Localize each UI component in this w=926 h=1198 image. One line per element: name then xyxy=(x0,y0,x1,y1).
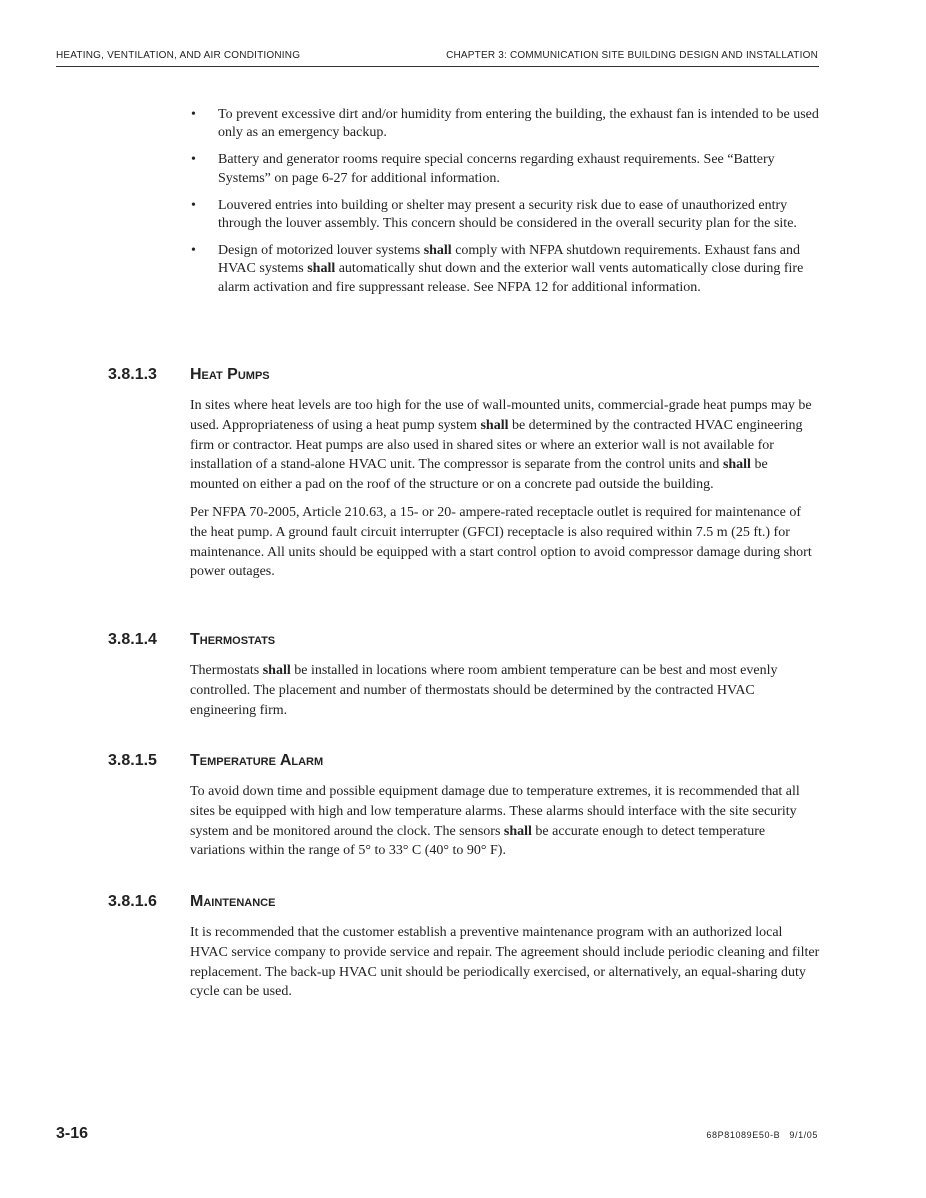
list-item xyxy=(191,242,821,297)
section-heading xyxy=(108,366,823,388)
section-temperature-alarm xyxy=(108,752,823,859)
bullet-text: Louvered entries into building or shelter may present a security risk due to ease of unauthorized entry through the louver assembly. This concern should be considered in the overall security plan for the site. xyxy=(218,197,797,232)
section-heading xyxy=(108,752,823,774)
section-number: 3.8.1.3 xyxy=(108,366,157,383)
section-heading xyxy=(108,893,823,915)
section-title: Maintenance xyxy=(190,893,276,910)
paragraph: It is recommended that the customer establish a preventive maintenance program with an authorized local HVAC service company to provide service and repair. The agreement should include periodic cleaning and filter replacement. The back-up HVAC unit should be periodically exercised, or alternatively, an equal-sharing duty cycle can be used. xyxy=(190,925,820,1000)
section-title: Heat Pumps xyxy=(190,366,270,383)
bullet-text: Design of motorized louver systems shall comply with NFPA shutdown requirements. Exhaust fans and HVAC systems shall automatically shut down and the exterior wall vents automatically close during fire alarm activation and fire suppressant release. See NFPA 12 for additional information. xyxy=(218,243,804,295)
section-thermostats xyxy=(108,631,823,718)
bullet-icon: • xyxy=(191,107,196,122)
paragraph: In sites where heat levels are too high for the use of wall-mounted units, commercial-grade heat pumps may be used. Appropriateness of using a heat pump system shall be determined by the contracted HVAC engineering firm or contractor. Heat pumps are also used in shared sites or where an exterior wall is not available for installation of a stand-alone HVAC unit. The compressor is separate from the control units and shall be mounted on either a pad on the roof of the structure or on a concrete pad outside the building. xyxy=(190,398,812,493)
list-item xyxy=(191,197,821,233)
paragraph: Per NFPA 70-2005, Article 210.63, a 15- or 20- ampere-rated receptacle outlet is required for maintenance of the heat pump. A ground fault circuit interrupter (GFCI) receptacle is also required within 7.5 m (25 ft.) for maintenance. All units should be equipped with a start control option to avoid compressor damage during short power outages. xyxy=(190,504,812,580)
bullet-icon: • xyxy=(191,197,196,213)
list-item xyxy=(191,151,821,187)
list-item xyxy=(191,106,821,142)
paragraph: To avoid down time and possible equipment damage due to temperature extremes, it is recommended that all sites be equipped with high and low temperature alarms. These alarms should interface with the site security system and be monitored around the clock. The sensors shall be accurate enough to detect temperature variations within the range of 5° to 33° C (40° to 90° F). xyxy=(190,784,800,859)
bullet-text: Battery and generator rooms require special concerns regarding exhaust requirements. See “Battery Systems” on page 6-27 for additional information. xyxy=(218,152,775,186)
bullet-text: To prevent excessive dirt and/or humidity from entering the building, the exhaust fan is intended to be used only as an emergency backup. xyxy=(218,107,819,141)
header-rule xyxy=(56,66,819,67)
running-header-left: HEATING, VENTILATION, AND AIR CONDITIONING xyxy=(56,50,301,61)
section-title: Temperature Alarm xyxy=(190,752,324,769)
section-number: 3.8.1.6 xyxy=(108,893,157,910)
section-number: 3.8.1.4 xyxy=(108,631,157,648)
section-heat-pumps xyxy=(108,366,823,580)
bullet-list xyxy=(191,106,821,306)
section-number: 3.8.1.5 xyxy=(108,752,157,769)
running-header-right: CHAPTER 3: COMMUNICATION SITE BUILDING DESIGN AND INSTALLATION xyxy=(446,50,818,61)
section-maintenance xyxy=(108,893,823,1000)
section-heading xyxy=(108,631,823,653)
page-number: 3-16 xyxy=(56,1125,89,1142)
document-id: 68P81089E50-B 9/1/05 xyxy=(706,1130,818,1140)
paragraph: Thermostats shall be installed in locations where room ambient temperature can be best and most evenly controlled. The placement and number of thermostats should be determined by the contracted HVAC engineering firm. xyxy=(190,663,778,718)
bullet-icon: • xyxy=(191,152,196,168)
bullet-icon: • xyxy=(191,243,196,259)
section-title: Thermostats xyxy=(190,631,276,648)
